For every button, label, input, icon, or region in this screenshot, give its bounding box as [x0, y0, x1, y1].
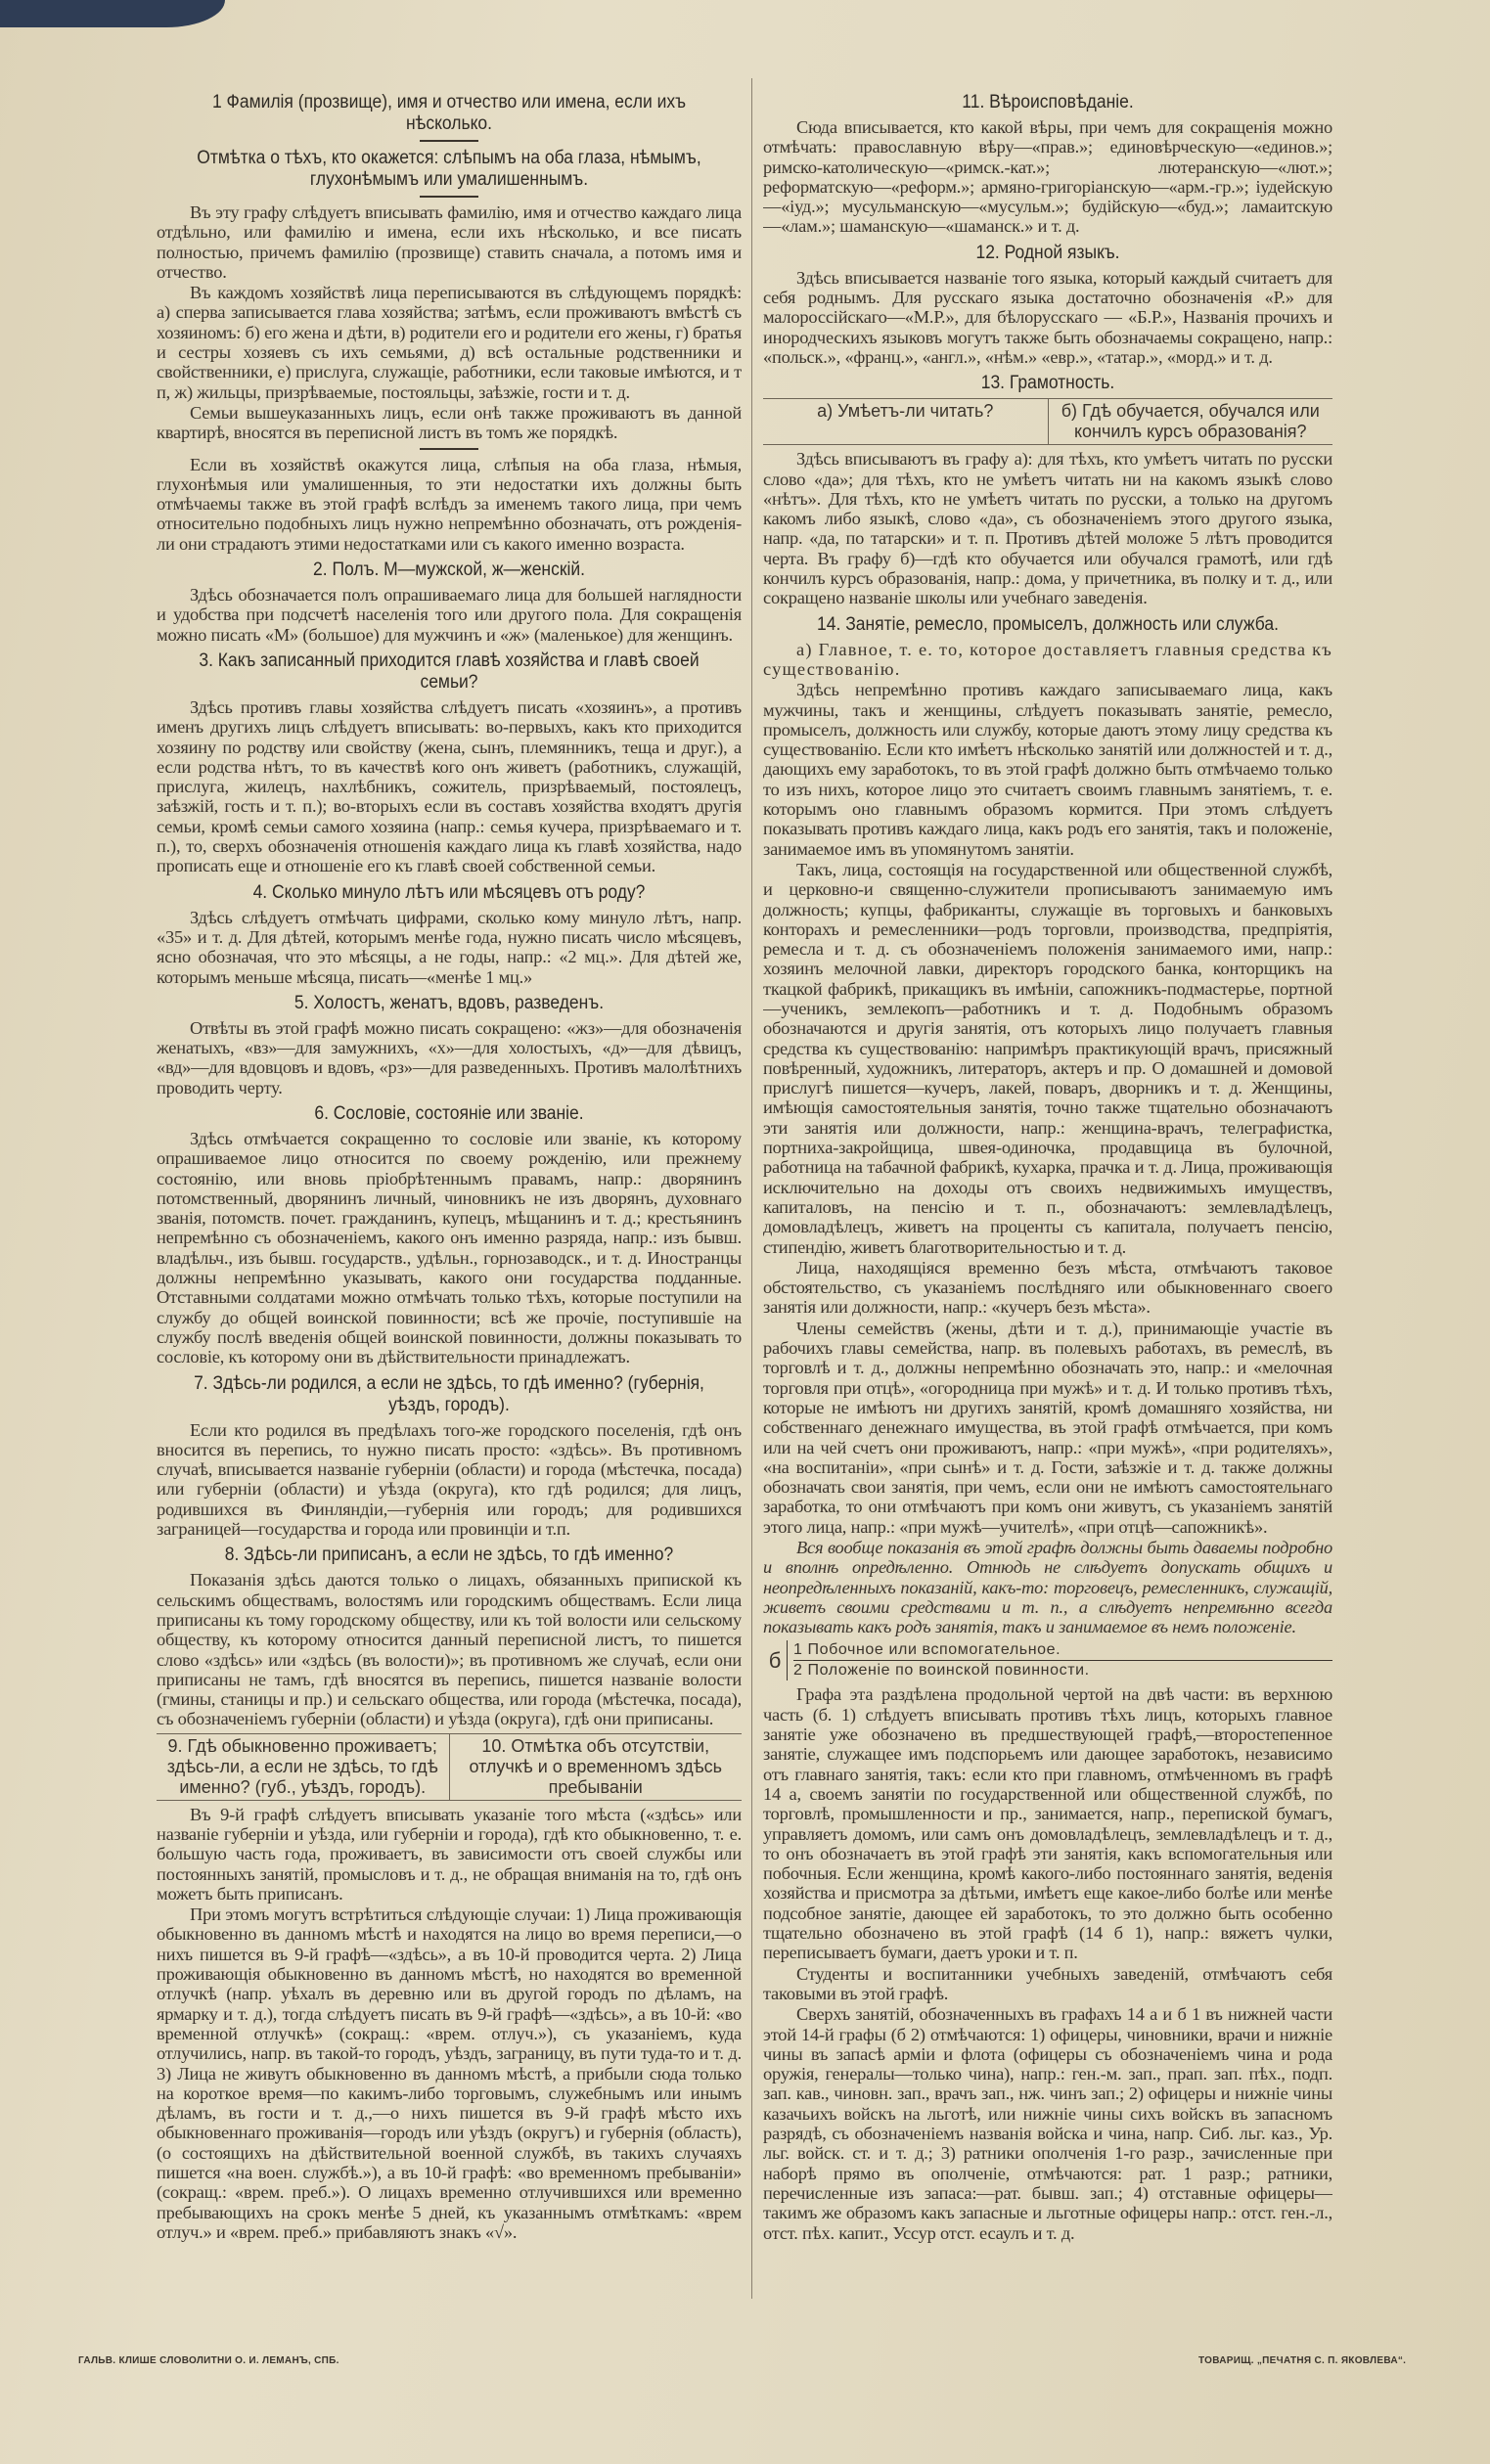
paragraph: Отвѣты въ этой графѣ можно писать сокращено: «жз»—для обозначенія женатыхъ, «вз»—для замужнихъ, «х»—для холостыхъ, «д»—для дѣвицъ, «вд»—для вдовцовъ и вдовъ, «рз»—для разведенныхъ. Противъ малолѣтнихъ проводить черту. — [157, 1017, 742, 1098]
spaced-paragraph: а) Главное, т. е. то, которое доставляетъ главныя средства къ существованію. — [763, 639, 1332, 679]
paragraph: Здѣсь обозначается полъ опрашиваемаго лица для большей наглядности и удобства при подсчетѣ населенія того или другого пола. Для сокращенія можно писать «М» (большое) для мужчинъ и «ж» (маленькое) для женщинъ. — [157, 585, 742, 645]
section-heading: 6. Сословіе, состояніе или званіе. — [314, 1102, 584, 1124]
section-heading: 7. Здѣсь-ли родился, а если не здѣсь, то гдѣ именно? (губернія, уѣздъ, городъ). — [194, 1372, 704, 1415]
section-heading: 2. Полъ. М—мужской, ж—женскій. — [313, 560, 585, 581]
paragraph: Здѣсь вписывается названіе того языка, который каждый считаетъ для себя роднымъ. Для русскаго языка достаточно обозначенія «Р.» для малороссійскаго—«М.Р.», для бѣлорусскаго — «Б.Р.», Названія прочихъ и инородческихъ языковъ могутъ также быть обозначаемы сокращено, напр.: «польск.», «франц.», «англ.», «нѣм.» «евр.», «татар.», «морд.» и т. д. — [763, 267, 1332, 367]
paragraph: Здѣсь слѣдуетъ отмѣчать цифрами, сколько кому минуло лѣтъ, напр. «35» и т. д. Для дѣтей, которымъ менѣе года, нужно писать число мѣсяцевъ, ясно обозначая, что это мѣсяцы, а не годы, напр.: «2 мц.». Для дѣтей же, которымъ меньше мѣсяца, писать—«менѣе 1 мц.» — [157, 907, 742, 987]
paragraph: Семьи вышеуказанныхъ лицъ, если онѣ также проживаютъ въ данной квартирѣ, вносятся въ переписной листъ въ томъ же порядкѣ. — [157, 402, 742, 443]
bracket-letter: б — [768, 1647, 782, 1673]
separator-rule — [420, 448, 478, 450]
split-heading-right: б) Гдѣ обучается, обучался или кончилъ курсъ образованія? — [1048, 399, 1333, 444]
split-heading — [157, 1733, 742, 1801]
paragraph: Въ каждомъ хозяйствѣ лица переписываются въ слѣдующемъ порядкѣ: а) сперва записывается глава хозяйства; затѣмъ, если проживаютъ вмѣстѣ съ хозяиномъ: б) его жена и дѣти, в) родители его и родители его жены, г) братья и сестры хозяевъ съ ихъ семьями, д) всѣ остальные родственники и свойственники, е) прислуга, служащіе, работники, если таковые имѣются, и т п, ж) жильцы, призрѣваемые, постояльцы, заѣзжіе, гости и т. д. — [157, 283, 742, 402]
paragraph: Такъ, лица, состоящія на государственной или общественной службѣ, и церковно-и священно-служители прописываютъ занимаемую имъ должность; купцы, фабриканты, служащіе въ торговыхъ и банковыхъ конторахъ и ремесленники—родъ торговли, производства, предпріятія, ремесла и т. д. съ обозначеніемъ положенія занимаемого ими, напр.: хозяинъ мелочной лавки, директоръ городского банка, конторщикъ на ткацкой фабрикѣ, прикащикъ въ имѣніи, сапожникъ-подмастерье, портной—ученикъ, землекопъ—работникъ и т. д. Подобнымъ образомъ обозначаются и другія занятія, отъ которыхъ лицо получаетъ главныя средства къ существованію: напримѣръ практикующій врачъ, присяжный повѣренный, художникъ, литераторъ, актеръ и пр. О домашней и домовой прислугѣ пишется—кучеръ, лакей, поваръ, дворникъ и т. д. Женщины, имѣющія самостоятельныя занятія, точно также тщательно обозначаютъ эти занятія или должности, напр.: женщина-врачъ, телеграфистка, портниха-закройщица, швея-одиночка, продавщица въ булочной, работница на табачной фабрикѣ, кухарка, прачка и т. д. Лица, проживающія исключительно на доходы отъ своихъ недвижимыхъ имуществъ, капиталовъ, на пенсію и т. п., обозначаютъ: землевладѣлецъ, домовладѣлецъ, живетъ на проценты съ капитала, получаетъ пенсію, стипендію, живетъ благотворительностью и т. д. — [763, 859, 1332, 1257]
split-heading — [763, 398, 1332, 445]
paragraph: Сверхъ занятій, обозначенныхъ въ графахъ 14 а и б 1 въ нижней части этой 14-й графы (б 2) отмѣчаются: 1) офицеры, чиновники, врачи и нижніе чины въ запасѣ арміи и флота (офицеры съ обозначеніемъ чина и рода оружія, генералы—только чина), напр.: ген.-м. зап., прап. зап. пѣх., подп. зап. кав., чиновн. зап., врачъ зап., нж. чинъ зап.; 2) офицеры и нижніе чины казачьихъ войскъ на льготѣ, или нижніе чины сихъ войскъ въ запасномъ разрядѣ, съ обозначеніемъ названія войска и чина, напр. Сиб. льг. каз., Ур. льг. войск. ст. и т. д.; 3) ратники ополченія 1-го разр., зачисленные при наборѣ прямо въ ополченіе, отмѣчаются: рат. 1 разр.; ратники, перечисленные изъ запаса:—рат. бывш. зап.; 4) отставные офицеры—такимъ же образомъ какъ запасные и льготные офицеры напр.: отст. ген.-л., отст. пѣх. капит., Уссур отст. есаулъ и т. д. — [763, 2004, 1332, 2243]
section-heading: 4. Сколько минуло лѣтъ или мѣсяцевъ отъ роду? — [252, 881, 646, 903]
split-heading-left: а) Умѣетъ-ли читать? — [817, 401, 994, 422]
left-column — [157, 86, 742, 2297]
printer-credit-right: ТОВАРИЩ. „ПЕЧАТНЯ С. П. ЯКОВЛЕВА“. — [1198, 2355, 1407, 2366]
section-heading: 11. Вѣроисповѣданіе. — [962, 92, 1134, 112]
paragraph: Здѣсь противъ главы хозяйства слѣдуетъ писать «хозяинъ», а противъ именъ другихъ лицъ слѣдуетъ вписывать: во-первыхъ, какъ кто приходится хозяину по родству или свойству (жена, сынъ, племянникъ, теща и друг.), а если родства нѣтъ, то въ качествѣ кого онъ живетъ (работникъ, служащій, прислуга, жилецъ, нахлѣбникъ, сожитель, призрѣваемый, постоялецъ, заѣзжій, гость и т. п.); во-вторыхъ если въ составъ хозяйства входятъ другія семьи, кромѣ семьи самого хозяина (напр.: семья кучера, призрѣваемаго и т. п.), то, сверхъ обозначенія отношенія каждаго лица къ главѣ хозяйства, надо прописать еще и отношеніе его къ главѣ своей собственной семьи. — [157, 696, 742, 876]
paragraph: Лица, находящіяся временно безъ мѣста, отмѣчаютъ таковое обстоятельство, съ указаніемъ послѣдняго или обыкновеннаго своего занятія или должности, напр.: «кучеръ безъ мѣста». — [763, 1257, 1332, 1318]
separator-rule — [420, 196, 478, 198]
paragraph: Графа эта раздѣлена продольной чертой на двѣ части: въ верхнюю часть (б. 1) слѣдуетъ вписывать противъ тѣхъ лицъ, которыхъ главное занятіе уже обозначено въ предшествующей графѣ,—второстепенное занятіе, служащее имъ подспорьемъ или дающее заработокъ, независимо отъ главнаго занятія, такъ: если кто при главномъ, отмѣченномъ въ графѣ 14 а, своемъ занятіи по государственной или общественной службѣ, по торговлѣ, промышленности и пр., занимается, напр., перепиской бумагъ, управляетъ домомъ, или самъ онъ домовладѣлецъ, землевладѣлецъ и т. д., то онъ обозначаетъ въ этой графѣ эти занятія, какъ вспомогательныя или побочныя. Если женщина, кромѣ какого-либо постояннаго занятія, веденія хозяйства и присмотра за дѣтьми, имѣетъ еще какое-либо болѣе или менѣе подсобное занятіе, дающее ей заработокъ, то это должно быть особенно тщательно обозначено въ этой графѣ (14 б 1), напр.: вяжетъ чулки, переписываетъ бумаги, даетъ уроки и т. п. — [763, 1684, 1332, 1963]
scan-edge-background — [0, 0, 225, 27]
paragraph: Показанія здѣсь даются только о лицахъ, обязанныхъ припиской къ сельскимъ обществамъ, волостямъ или городскимъ обществамъ. Если лица приписаны къ тому городскому обществу, или къ той волости или сельскому обществу, къ которому относится данный переписной листъ, то пишется слово «здѣсь» или «здѣсь (въ волости)»; въ противномъ же случаѣ, если они приписаны не тамъ, гдѣ вносятся въ перепись, пишется названіе волости (гмины, станицы и пр.) и сельскаго общества, или города (мѣстечка, посада), съ обозначеніемъ губерніи (области) и уѣзда (округа), гдѣ они приписаны. — [157, 1570, 742, 1729]
section-heading: 5. Холостъ, женатъ, вдовъ, разведенъ. — [293, 992, 605, 1013]
section-heading: 8. Здѣсь-ли приписанъ, а если не здѣсь, то гдѣ именно? — [224, 1545, 674, 1566]
paragraph: Члены семействъ (жены, дѣти и т. д.), принимающіе участіе въ рабочихъ главы семейства, напр. въ полевыхъ работахъ, въ ремеслѣ, въ торговлѣ и т. д., должны непремѣнно обозначать это, напр.: и «мелочная торговля при отцѣ», «огородница при мужѣ» и т. д. И только противъ тѣхъ, которые не имѣютъ ни другихъ занятій, кромѣ домашняго хозяйства, ни собственнаго денежнаго имущества, въ этой графѣ отмѣчается, при комъ или на чей счетъ они проживаютъ, напр.: «при мужѣ», «при родителяхъ», «на воспитаніи», «при сынѣ» и т. д. Гости, заѣзжіе и т. д. также должны обозначать свои занятія, при чемъ, если они не имѣютъ самостоятельнаго заработка, то они отмѣчаютъ при комъ они живутъ, съ указаніемъ занятій этого лица, напр.: «при мужѣ—учителѣ», «при отцѣ—сапожникѣ». — [763, 1318, 1332, 1537]
paragraph: Въ эту графу слѣдуетъ вписывать фамилію, имя и отчество каждаго лица отдѣльно, или фамилію и имена, если ихъ нѣсколько, и все писать полностью, причемъ фамилію (прозвище) ставить сначала, а потомъ имя и отчество. — [157, 202, 742, 282]
section-heading: 1 Фамилія (прозвище), имя и отчество или имена, если ихъ нѣсколько. — [211, 92, 687, 134]
italic-paragraph: Вся вообще показанія въ этой графѣ должны быть даваемы подробно и вполнѣ опредѣленно. Отнюдь не слѣдуетъ допускать общихъ и неопредѣленныхъ показаній, какъ-то: торговецъ, ремесленникъ, служащій, живетъ своими средствами и т. п., а слѣдуетъ непремѣнно всегда показывать какъ родъ занятія, такъ и занимаемое въ немъ положеніе. — [763, 1538, 1332, 1637]
column-divider — [751, 78, 752, 2299]
paragraph: Студенты и воспитанники учебныхъ заведеній, отмѣчаютъ себя таковыми въ этой графѣ. — [763, 1963, 1332, 2003]
section-heading: 12. Родной языкъ. — [975, 242, 1120, 263]
section-heading: 3. Какъ записанный приходится главѣ хозяйства и главѣ своей семьи? — [199, 650, 700, 693]
section-heading: Отмѣтка о тѣхъ, кто окажется: слѣпымъ на оба глаза, нѣмымъ, глухонѣмымъ или умалишеннымъ. — [197, 148, 701, 190]
section-heading: 14. Занятіе, ремесло, промыселъ, должность или служба. — [817, 613, 1279, 635]
split-heading-right: 10. Отмѣтка объ отсутствіи, отлучкѣ и о временномъ здѣсь пребываніи — [449, 1734, 743, 1800]
split-heading-left: 9. Гдѣ обыкновенно проживаетъ; здѣсь-ли, а если не здѣсь, то гдѣ именно? (губ., уѣздъ, городъ). — [166, 1735, 438, 1797]
paragraph: Если кто родился въ предѣлахъ того-же городского поселенія, гдѣ онъ вносится въ перепись, то нужно писать просто: «здѣсь». Въ противномъ случаѣ, вписывается названіе губерніи (области) и города (мѣстечка, посада) или губерніи (области) и уѣзда (округа), кто гдѣ родился; для лицъ, родившихся въ Финляндіи,—губернія или городъ; для родившихся заграницей—государства и города или провинціи и т.п. — [157, 1419, 742, 1540]
paragraph: Здѣсь вписываютъ въ графу а): для тѣхъ, кто умѣетъ читать по русски слово «да»; для тѣхъ, кто не умѣетъ читать ни на какомъ языкѣ слово «нѣтъ». Для тѣхъ, кто не умѣетъ читать по русски, а только на другомъ какомъ либо языкѣ, слово «да», съ обозначеніемъ этого другого языка, напр. «да, по татарски» и т. п. Противъ дѣтей моложе 5 лѣтъ проводится черта. Въ графу б)—гдѣ кто обучается или обучался грамотѣ, или гдѣ кончилъ курсъ образованія, напр.: дома, у причетника, въ полку и т. д., или сокращено названіе школы или учебнаго заведенія. — [763, 449, 1332, 608]
bracket-items — [787, 1640, 1332, 1680]
paragraph: При этомъ могутъ встрѣтиться слѣдующіе случаи: 1) Лица проживающія обыкновенно въ данномъ мѣстѣ и находятся на лицо во время переписи,—о нихъ пишется въ 9-й графѣ—«здѣсь», а въ 10-й проводится черта. 2) Лица проживающія обыкновенно въ данномъ мѣстѣ, но находятся во временной отлучкѣ (напр. уѣхалъ въ деревню или въ другой городъ по дѣламъ, на ярмарку и т. д.), тогда слѣдуетъ писать въ 9-й графѣ—«здѣсь», а въ 10-й: «во временной отлучкѣ» (сокращ.: «врем. отлуч.»), съ указаніемъ, куда отлучились, напр. въ такой-то городъ, уѣздъ, заграницу, въ пути туда-то и т. д. 3) Лица не живутъ обыкновенно въ данномъ мѣстѣ, а прибыли сюда только на короткое время—по какимъ-либо торговымъ, служебнымъ или инымъ дѣламъ, въ гости и т. д.,—о нихъ пишется въ 9-й графѣ мѣсто ихъ обыкновеннаго проживанія—городъ или уѣздъ (округъ) и губернія (область), (о состоящихъ на дѣйствительной военной службѣ, въ такихъ случаяхъ пишется «на воен. службѣ.»), а въ 10-й графѣ: «во временномъ пребываніи» (сокращ.: «врем. преб.»). О лицахъ временно отлучившихся или временно пребывающихъ на срокъ менѣе 5 дней, къ указаннымъ отмѣткамъ: «врем отлуч.» и «врем. преб.» прибавляютъ знакъ «√». — [157, 1904, 742, 2242]
paragraph: Здѣсь непремѣнно противъ каждаго записываемаго лица, какъ мужчины, такъ и женщины, слѣдуетъ показывать занятіе, ремесло, промыселъ, должность или службу, которые даютъ этому лицу средства къ существованію. Если кто имѣетъ нѣсколько занятій или должностей и т. д., дающихъ ему заработокъ, то въ этой графѣ должно быть отмѣчаемо только то изъ нихъ, которое лицо это считаетъ своимъ главнымъ занятіемъ, т. е. которымъ оно главнымъ образомъ кормится. При этомъ слѣдуетъ показывать противъ каждаго лица, какъ родъ его занятія, такъ и положеніе, занимаемое имъ въ упомянутомъ занятіи. — [763, 680, 1332, 859]
right-column — [763, 86, 1332, 2297]
paragraph: Если въ хозяйствѣ окажутся лица, слѣпыя на оба глаза, нѣмыя, глухонѣмыя или умалишенныя, то эти недостатки ихъ должны быть отмѣчаемы также въ этой графѣ вслѣдъ за именемъ такого лица, при чемъ относительно подобныхъ лицъ нужно непремѣнно обозначать, отъ рожденія-ли они страдаютъ этими недостатками или съ какого именно возраста. — [157, 454, 742, 554]
section-heading: 13. Грамотность. — [980, 373, 1115, 394]
bracket-item: 1 Побочное или вспомогательное. — [793, 1641, 1061, 1659]
separator-rule — [420, 140, 478, 142]
paragraph: Сюда вписывается, кто какой вѣры, при чемъ для сокращенія можно отмѣчать: православную вѣру—«прав.»; единовѣрческую—«единов.»; римско-католическую—«римск.-кат.»; лютеранскую—«лют.»; реформатскую—«реформ.»; армяно-григоріанскую—«арм.-гр.»; іудейскую—«іуд.»; мусульманскую—«мусульм.»; будійскую—«буд.»; ламаитскую—«лам.»; шаманскую—«шаманск.» и т. д. — [763, 117, 1332, 237]
bracket-item: 2 Положеніе по воинской повинности. — [793, 1660, 1332, 1680]
paragraph: Въ 9-й графѣ слѣдуетъ вписывать указаніе того мѣста («здѣсь» или названіе губерніи и уѣзда, или губерніи и города), гдѣ кто обыкновенно, т. е. большую часть года, проживаетъ, въ зависимости отъ своей службы или постоянныхъ занятій, промысловъ и т. д., не обращая вниманія на то, гдѣ онъ можетъ быть приписанъ. — [157, 1804, 742, 1904]
bracket-heading — [763, 1640, 1332, 1680]
printer-credit-left: ГАЛЬВ. КЛИШЕ СЛОВОЛИТНИ О. И. ЛЕМАНЪ, СПБ. — [78, 2355, 339, 2366]
paragraph: Здѣсь отмѣчается сокращенно то сословіе или званіе, къ которому опрашиваемое лицо относится по своему рожденію, или прежнему состоянію, или вновь пріобрѣтеннымъ правамъ, напр.: дворянинъ потомственный, дворянинъ личный, чиновникъ не изъ дворянъ, духовнаго званія, потомств. почет. гражданинъ, купецъ, мѣщанинъ и т. д.; крестьянинъ непремѣнно съ обозначеніемъ, какого онъ именно разряда, напр.: изъ бывш. владѣльч., изъ бывш. государств., удѣльн., горнозаводск., и т. д. Иностранцы должны непремѣнно указывать, какого они государства подданные. Отставными солдатами можно отмѣчать только тѣхъ, которые поступили на службу до общей воинской повинности; всѣ же прочіе, поступившіе на службу послѣ введенія общей воинской повинности, должны показывать то сословіе, къ которому они въ дѣйствительности принадлежатъ. — [157, 1128, 742, 1367]
